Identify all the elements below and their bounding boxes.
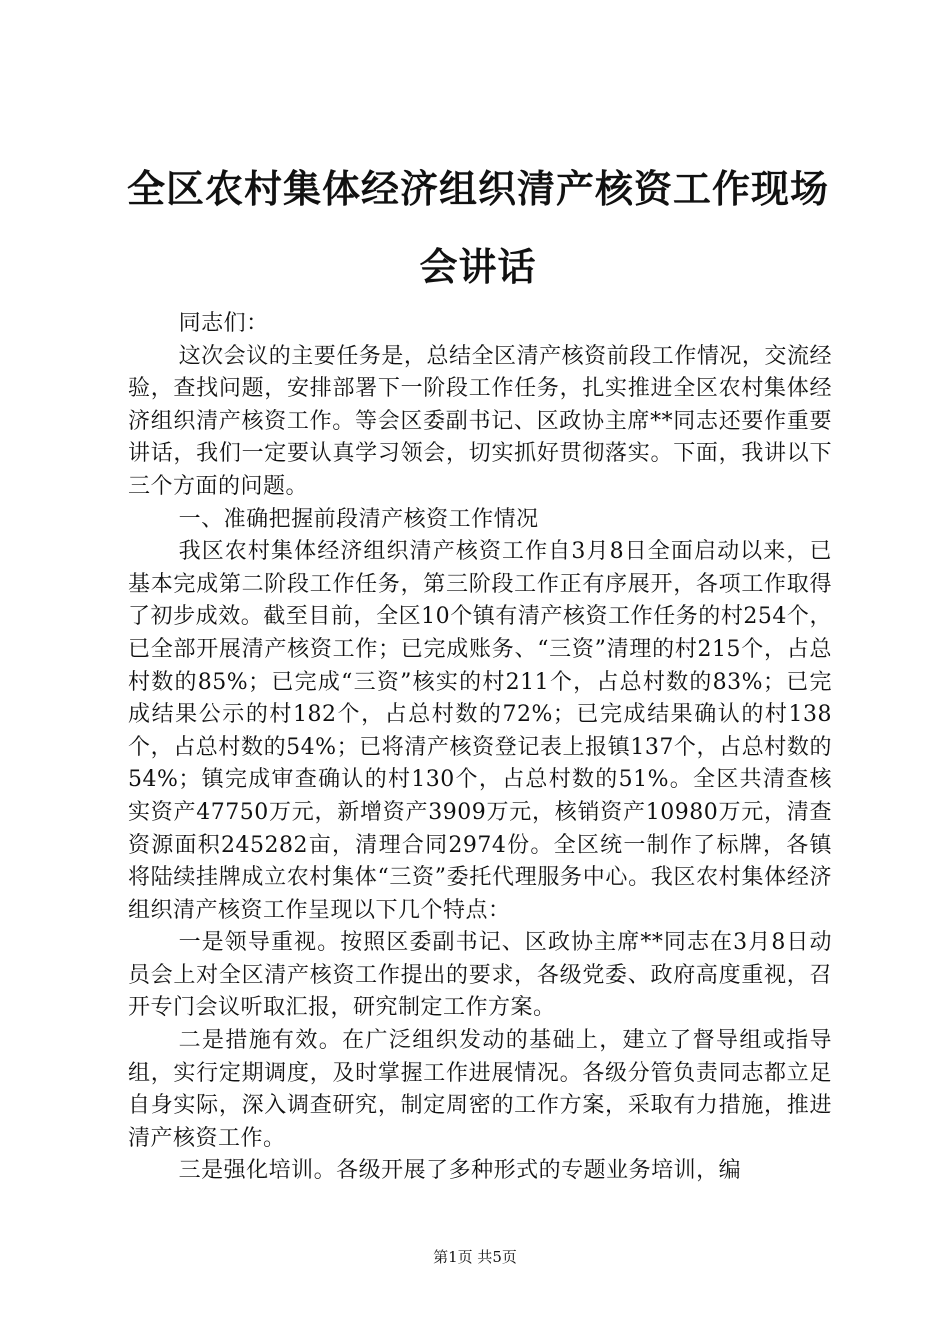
paragraph-feature-1: 一是领导重视。按照区委副书记、区政协主席**同志在3月8日动员会上对全区清产核资工作提出的要求，各级党委、政府高度重视，召开专门会议听取汇报，研究制定工作方案。	[128, 930, 832, 1021]
page-indicator: 第1页 共5页	[433, 1248, 517, 1266]
document-body	[128, 308, 832, 1188]
section-heading-1: 一、准确把握前段清产核资工作情况	[178, 506, 539, 532]
paragraph-intro: 这次会议的主要任务是，总结全区清产核资前段工作情况，交流经验，查找问题，安排部署下一阶段工作任务，扎实推进全区农村集体经济组织清产核资工作。等会区委副书记、区政协主席**同志还要作重要讲话，我们一定要认真学习领会，切实抓好贯彻落实。下面，我讲以下三个方面的问题。	[128, 343, 832, 499]
salutation: 同志们：	[178, 311, 269, 336]
paragraph-feature-2: 二是措施有效。在广泛组织发动的基础上，建立了督导组或指导组，实行定期调度，及时掌握工作进展情况。各级分管负责同志都立足自身实际，深入调查研究，制定周密的工作方案，采取有力措施，推进清产核资工作。	[128, 1028, 832, 1151]
paragraph-feature-3: 三是强化培训。各级开展了多种形式的专题业务培训，编	[178, 1158, 742, 1184]
document-title: 全区农村集体经济组织清产核资工作现场会讲话	[126, 167, 829, 289]
paragraph-progress: 我区农村集体经济组织清产核资工作自3月8日全面启动以来，已基本完成第二阶段工作任务，第三阶段工作正有序展开，各项工作取得了初步成效。截至目前，全区10个镇有清产核资工作任务的村254个，已全部开展清产核资工作；已完成账务、“三资”清理的村215个，占总村数的85%；已完成“三资”核实的村211个，占总村数的83%；已完成结果公示的村182个，占总村数的72%；已完成结果确认的村138个，占总村数的54%；已将清产核资登记表上报镇137个，占总村数的54%；镇完成审查确认的村130个，占总村数的51%。全区共清查核实资产47750万元，新增资产3909万元，核销资产10980万元，清查资源面积245282亩，清理合同2974份。全区统一制作了标牌，各镇将陆续挂牌成立农村集体“三资”委托代理服务中心。我区农村集体经济组织清产核资工作呈现以下几个特点：	[128, 539, 832, 923]
